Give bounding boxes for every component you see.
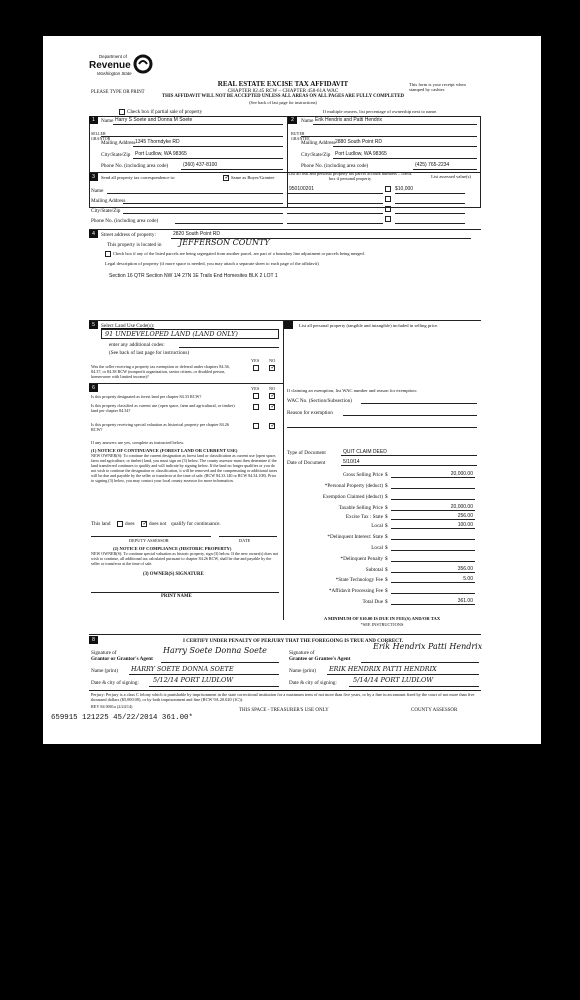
- logo-main-text: Revenue: [89, 60, 131, 71]
- section-1-number: 1: [89, 116, 98, 124]
- additional-codes-label: enter any additional codes:: [109, 342, 165, 348]
- county-handwritten: JEFFERSON COUNTY: [179, 238, 270, 247]
- segregated-label: Check box if any of the listed parcels are being segregated from another parcel, are part of a boundary line adjustment or parcels being merged.: [113, 251, 365, 256]
- section-3-number: 3: [89, 173, 98, 181]
- parcel-1-checkbox[interactable]: [385, 186, 391, 192]
- section-6-number: 6: [89, 384, 98, 392]
- deputy-assessor-label: DEPUTY ASSESSOR: [129, 538, 169, 543]
- receipt-note: This form is your receipt when stamped by cashier.: [409, 82, 466, 93]
- this-land-label: This land: [91, 521, 111, 527]
- buyer-name: Erik Hendrix and Patti Hendrix: [315, 117, 382, 123]
- legal-description: Section 16 QTR Section NW 1/4 27N 1E Trails End Homesites BLK 2 LOT 1: [109, 273, 278, 279]
- corr-phone-label: Phone No. (including area code): [91, 218, 159, 224]
- located-label: This property is located in: [107, 242, 162, 248]
- reason-label: Reason for exemption: [287, 410, 333, 416]
- tax-label-10: *State Technology Fee: [335, 577, 383, 583]
- forest-question: Is this property designated as forest land per chapter 84.33 RCW?: [91, 394, 202, 399]
- grantor-date-city: 5/12/14 PORT LUDLOW: [153, 676, 234, 684]
- county-assessor-label: COUNTY ASSESSOR: [411, 708, 458, 713]
- notice2-body: NEW OWNER(S): To continue special valuation as historic property, sign (3) below. If the new owner(s) does not wish to continue, all additional tax calculated pursuant to chapter 84.26 RCW, shall be due and payable by the seller or transferor at the time of sale.: [91, 551, 279, 566]
- seller-city-label: City/State/Zip: [101, 152, 131, 158]
- same-as-buyer-checkbox[interactable]: [223, 175, 229, 181]
- exempt-yes-checkbox[interactable]: [253, 365, 259, 371]
- qualify-label: qualify for continuance.: [171, 521, 221, 527]
- tax-label-12: Total Due: [362, 599, 383, 605]
- tax-label-0: Gross Selling Price: [342, 472, 383, 478]
- current-use-question: Is this property classified as current use (open space, farm and agricultural, or timber) land per chapter 84.34?: [91, 403, 235, 413]
- parcel-number: 950100201: [289, 186, 315, 192]
- historic-question: Is this property receiving special valuation as historical property per chapter 84.26 RCW?: [91, 422, 229, 432]
- tax-label-8: *Delinquent Penalty: [340, 556, 383, 562]
- segregated-checkbox[interactable]: [105, 251, 111, 257]
- parcel-3-checkbox[interactable]: [385, 206, 391, 212]
- same-as-buyer-label: Same as Buyer/Grantee: [231, 175, 275, 180]
- partial-sale-label: Check box if partial sale of property: [127, 109, 203, 115]
- notice1-body: NEW OWNER(S): To continue the current designation as forest land or classification as current use (open space, farm and agriculture, or timber) land, you must sign on (3) below. The county assessor must then determine if the land transferred continues to qualify and will indicate by signing below. If the land no longer qualifies or you do not wish to continue the designation or classification, it will be removed and the compensating or additional taxes will be due and payable by the seller or transferor at the time of sale. (RCW 84.33.140 or RCW 84.34.108). Prior to signing (3) below, you may contact your local county assessor for more information.: [91, 453, 278, 483]
- if-yes-note: If any answers are yes, complete as instructed below.: [91, 440, 185, 445]
- seller-phone-label: Phone No. (including area code): [101, 163, 169, 169]
- print-name-label: PRINT NAME: [161, 594, 192, 599]
- partial-sale-checkbox[interactable]: [119, 109, 125, 115]
- current-use-yes-checkbox[interactable]: [253, 404, 259, 410]
- form-warning: THIS AFFIDAVIT WILL NOT BE ACCEPTED UNLESS ALL AREAS ON ALL PAGES ARE FULLY COMPLETED: [161, 94, 405, 99]
- tax-label-11: *Affidavit Processing Fee: [328, 588, 383, 594]
- correspondence-label: Send all property tax correspondence to:: [101, 175, 176, 180]
- cashier-stamp: 659915 121225 45/22/2014 361.00*: [51, 714, 193, 722]
- seller-name: Harry S Soete and Donna M Soete: [115, 117, 193, 123]
- buyer-name-label: Name: [301, 118, 314, 124]
- doc-type-label: Type of Document: [287, 450, 326, 456]
- corr-address-label: Mailing Address: [91, 198, 126, 204]
- exempt-question: Was the seller receiving a property tax exemption or deferral under chapters 84.36, 84.37, or 84.38 RCW (nonprofit organization, senior citizen, or disabled person, homeowner with limited income)?: [91, 364, 230, 379]
- forest-no-checkbox[interactable]: [269, 393, 275, 399]
- does-label: does: [125, 521, 135, 527]
- tax-label-3: Taxable Selling Price: [338, 505, 383, 511]
- exemption-claim-label: If claiming an exemption, list WAC number and reason for exemption:: [287, 388, 417, 393]
- wac-label: WAC No. (Section/Subsection): [287, 398, 352, 404]
- seller-address: 1345 Thorndyke RD: [135, 139, 180, 145]
- form-chapter: CHAPTER 82.45 RCW – CHAPTER 458-61A WAC: [227, 88, 339, 94]
- tax-label-1: *Personal Property (deduct): [324, 483, 383, 489]
- grantor-print-name: HARRY SOETE DONNA SOETE: [131, 665, 234, 673]
- logo-tag-text: Washington State: [97, 71, 132, 76]
- buyer-phone: (425) 765-2234: [415, 162, 450, 168]
- seller-city: Port Ludlow, WA 98365: [135, 151, 187, 157]
- deputy-date-label: DATE: [239, 538, 251, 543]
- doc-date-label: Date of Document: [287, 460, 326, 466]
- grantee-date-city: 5/14/14 PORT LUDLOW: [353, 676, 434, 684]
- current-use-no-checkbox[interactable]: [269, 404, 275, 410]
- section5-no: NO: [269, 358, 276, 363]
- section-5-number: 5: [89, 321, 98, 329]
- section-8-number: 8: [89, 636, 98, 644]
- section6-yes: YES: [251, 386, 260, 391]
- grantee-print-label: Name (print): [289, 668, 316, 674]
- grantor-signature: Harry Soete Donna Soete: [163, 646, 267, 655]
- perjury-statement: Perjury: Perjury is a class C felony which is punishable by imprisonment in the state correctional institution for a maximum term of not more than five years, or by a fine in an amount fixed by the court of not more than five thousand dollars ($5,000.00), or by both imprisonment and fine (RCW 9A.20.020 (1C)).: [91, 692, 475, 702]
- parcel-4-checkbox[interactable]: [385, 216, 391, 222]
- buyer-address-label: Mailing Address: [301, 140, 336, 146]
- doc-type: QUIT CLAIM DEED: [343, 449, 387, 455]
- tax-value-9: 356.00: [457, 566, 473, 572]
- doc-date: 5/10/14: [343, 459, 360, 465]
- treasurer-use-label: THIS SPACE - TREASURER'S USE ONLY: [239, 708, 329, 713]
- revision-code: REV 84 0001a (2/24/14): [91, 704, 133, 709]
- does-checkbox[interactable]: [117, 521, 123, 527]
- legal-label: Legal description of property (if more space is needed, you may attach a separate sheet to each page of the affidavit): [105, 261, 319, 266]
- seller-phone: (360) 437-8100: [183, 162, 218, 168]
- forest-yes-checkbox[interactable]: [253, 393, 259, 399]
- tax-value-12: 361.00: [457, 598, 473, 604]
- logo-swirl-icon: [133, 54, 153, 74]
- buyer-city: Port Ludlow, WA 98365: [335, 151, 387, 157]
- form-title: REAL ESTATE EXCISE TAX AFFIDAVIT: [217, 80, 349, 88]
- notice1-title: (1) NOTICE OF CONTINUANCE (FOREST LAND OR CURRENT USE): [91, 448, 238, 453]
- section-7-number: [284, 321, 293, 329]
- buyer-phone-label: Phone No. (including area code): [301, 163, 369, 169]
- section5-see-back: (See back of last page for instructions): [109, 350, 190, 356]
- grantee-sig-label-1: Signature of: [289, 650, 315, 656]
- grantor-sig-label-1: Signature of: [91, 650, 117, 656]
- see-instructions: *SEE INSTRUCTIONS: [360, 622, 404, 627]
- parcel-2-checkbox[interactable]: [385, 196, 391, 202]
- corr-city-label: City/State/Zip: [91, 208, 121, 214]
- tax-value-0: 20,000.00: [450, 471, 473, 477]
- tax-label-4: Excise Tax : State: [345, 514, 383, 520]
- section-4-number: 4: [89, 230, 98, 238]
- grantee-sig-label-2: Grantee or Grantee's Agent: [289, 656, 351, 662]
- logo-small-text: Department of: [99, 54, 127, 59]
- notice2-title: (2) NOTICE OF COMPLIANCE (HISTORIC PROPERTY): [113, 546, 232, 551]
- personal-property-label: List all personal property (tangible and intangible) included in selling price.: [299, 323, 439, 328]
- land-use-label: Select Land Use Code(s):: [101, 323, 155, 329]
- tax-value-5: 100.00: [457, 522, 473, 528]
- grantee-signature: Erik Hendrix Patti Hendrix: [373, 642, 483, 651]
- grantee-date-label: Date & city of signing:: [289, 680, 337, 686]
- exempt-no-checkbox[interactable]: [269, 365, 275, 371]
- tax-value-10: 5.00: [463, 576, 473, 582]
- section5-yes: YES: [251, 358, 260, 363]
- owner-signature-label: (3) OWNER(S) SIGNATURE: [143, 572, 204, 577]
- assessed-header: List assessed value(s): [431, 174, 471, 179]
- assessed-value: $10,000: [395, 186, 414, 192]
- tax-label-7: Local: [371, 545, 383, 551]
- type-or-print: PLEASE TYPE OR PRINT: [91, 90, 145, 95]
- parcel-header: List all real and personal property tax parcel account numbers – check box if personal property: [288, 171, 412, 181]
- historic-yes-checkbox[interactable]: [253, 423, 259, 429]
- land-use-handwritten: 91 UNDEVELOPED LAND (LAND ONLY): [105, 330, 238, 338]
- tax-value-3: 20,000.00: [450, 504, 473, 510]
- form-see-back: (See back of last page for instructions): [249, 100, 317, 105]
- tax-label-6: *Delinquent Interest: State: [327, 534, 383, 540]
- section-2-number: 2: [288, 116, 297, 124]
- does-not-checkbox[interactable]: [141, 521, 147, 527]
- tax-label-5: Local: [371, 523, 383, 529]
- buyer-city-label: City/State/Zip: [301, 152, 331, 158]
- street-address: 2820 South Point RD: [173, 231, 220, 237]
- grantor-date-label: Date & city of signing:: [91, 680, 139, 686]
- buyer-address: 2880 South Point RD: [335, 139, 382, 145]
- seller-side-label: SELLER GRANTOR: [91, 131, 111, 141]
- section6-no: NO: [269, 386, 276, 391]
- corr-name-label: Name: [91, 188, 104, 194]
- street-label: Street address of property:: [101, 232, 156, 238]
- multiple-owners-note: If multiple owners, list percentage of ownership next to name.: [323, 109, 438, 114]
- tax-value-4: 256.00: [457, 513, 473, 519]
- buyer-side-label: BUYER GRANTEE: [291, 131, 310, 141]
- seller-name-label: Name: [101, 118, 114, 124]
- grantee-print-name: ERIK HENDRIX PATTI HENDRIX: [329, 665, 437, 673]
- grantor-sig-label-2: Grantor or Grantor's Agent: [91, 656, 153, 662]
- minimum-due: A MINIMUM OF $10.00 IS DUE IN FEE(S) AND/OR TAX: [323, 616, 441, 621]
- certify-statement: I CERTIFY UNDER PENALTY OF PERJURY THAT THE FOREGOING IS TRUE AND CORRECT.: [182, 639, 403, 644]
- revenue-logo: [89, 52, 159, 78]
- affidavit-page: Department of Revenue Washington State REAL ESTATE EXCISE TAX AFFIDAVIT CHAPTER 82.45 RCW – CHAPTER 458-61A WAC THIS AFFIDAVIT WILL NOT BE ACCEPTED UNLESS ALL AREAS ON ALL PAGES ARE FULLY COMPLETED (See back of last page for instructions) PLEASE TYPE OR PRINT This form is your receipt when stamped by cashier. Check box if partial sale of property If multiple owners, list percentage of ownership next to name. 1 SELLER GRANTOR Name Harry S Soete and Donna M Soete Mailing Address 1345 Thorndyke RD City/State/Zip Port Ludlow, WA 98365 Phone No. (including area code) (360) 437-8100 2 BUYER GRANTEE Name Erik Hendrix and Patti Hendrix Mailing Address 2880 South Point RD City/State/Zip Port Ludlow, WA 98365 Phone No. (including area code) (425) 765-2234 3 Send all property tax correspondence to: ✓ Same as Buyer/Grantee Name Mailing Address City/State/Zip Phone No. (including area code) List all real and personal property tax parcel account numbers – check box if personal property List assessed value(s) 950100201 $10,000 4 Street address of property: 2820 South Point RD This property is located in JEFFERSON COUNTY Check box if any of the listed parcels are being segregated from another parcel, are part of a boundary line adjustment or parcels being merged. Legal description of property (if more space is needed, you may attach a separate sheet to each page of the affidavit) Section 16 QTR Section NW 1/4 27N 1E Trails End Homesites BLK 2 LOT 1 5 Select Land Use Code(s): 91 UNDEVELOPED LAND (LAND ONLY) enter any additional codes: (See back of last page for instructions) YES NO Was the seller receiving a property tax exemption or deferral under chapters 84.36, 84.37, or 84.38 RCW (nonprofit organization, senior citizen, or disabled person, homeowner with limited income)? ✓ 6 YES NO Is this property designated as forest land per chapter 84.33 RCW? ✓ Is this property classified as current use (open space, farm and agricultural, or timber) land per chapter 84.34? ✓ Is this property receiving special valuation as historical property per chapter 84.26 RCW? ✓ If any answers are yes, complete as instructed below. (1) NOTICE OF CONTINUANCE (FOREST LAND OR CURRENT USE) NEW OWNER(S): To continue the current designation as forest land or classification as current use (open space, farm and agriculture, or timber) land, you must sign on (3) below. The county assessor must then determine if the land transferred continues to qualify and will indicate by signing below. If the land no longer qualifies or you do not wish to continue the designation or classification, it will be removed and the compensating or additional taxes will be due and payable by the seller or transferor at the time of sale. (RCW 84.33.140 or RCW 84.34.108). Prior to signing (3) below, you may contact your local county assessor for more information. This land does ✓ does not qualify for continuance. DEPUTY ASSESSOR DATE (2) NOTICE OF COMPLIANCE (HISTORIC PROPERTY) NEW OWNER(S): To continue special valuation as historic property, sign (3) below. If the new owner(s) does not wish to continue, all additional tax calculated pursuant to chapter 84.26 RCW, shall be due and payable by the seller or transferor at the time of sale. (3) OWNER(S) SIGNATURE PRINT NAME List all personal property (tangible and intangible) included in selling price. If claiming an exemption, list WAC number and reason for exemption: WAC No. (Section/Subsection) Reason for exemption Type of Document QUIT CLAIM DEED Date of Document 5/10/14 Gross Selling Price $ 20,000.00 *Personal Property (deduct) $ Exemption Claimed (deduct) $ Taxable Selling Price $ 20,000.00 Excise Tax : State $ 256.00 Local $ 100.00 *Delinquent Interest: State $ Local $ *Delinquent Penalty $ Subtotal $ 356.00 *State Technology Fee $ 5.00 *Affidavit Processing Fee $ Total Due $ 361.00 A MINIMUM OF $10.00 IS DUE IN FEE(S) AND/OR TAX *SEE INSTRUCTIONS 8 I CERTIFY UNDER PENALTY OF PERJURY THAT THE FOREGOING IS TRUE AND CORRECT. Signature of Grantor or Grantor's Agent Harry Soete Donna Soete Signature of Grantee or Grantee's Agent Erik Hendrix Patti Hendrix Name (print) HARRY SOETE DONNA SOETE Name (print) ERIK HENDRIX PATTI HENDRIX Date & city of signing: 5/12/14 PORT LUDLOW Date & city of signing: 5/14/14 PORT LUDLOW Perjury: Perjury is a class C felony which is punishable by imprisonment in the state correctional institution for a maximum term of not more than five years, or by a fine in an amount fixed by the court of not more than five thousand dollars ($5,000.00), or by both imprisonment and fine (RCW 9A.20.020 (1C)). REV 84 0001a (2/24/14) THIS SPACE - TREASURER'S USE ONLY COUNTY ASSESSOR 659915 121225 45/22/2014 361.00*: [43, 36, 541, 744]
- tax-label-9: Subtotal: [365, 567, 383, 573]
- grantor-print-label: Name (print): [91, 668, 118, 674]
- does-not-label: does not: [149, 521, 167, 527]
- seller-address-label: Mailing Address: [101, 140, 136, 146]
- historic-no-checkbox[interactable]: [269, 423, 275, 429]
- tax-label-2: Exemption Claimed (deduct): [322, 494, 383, 500]
